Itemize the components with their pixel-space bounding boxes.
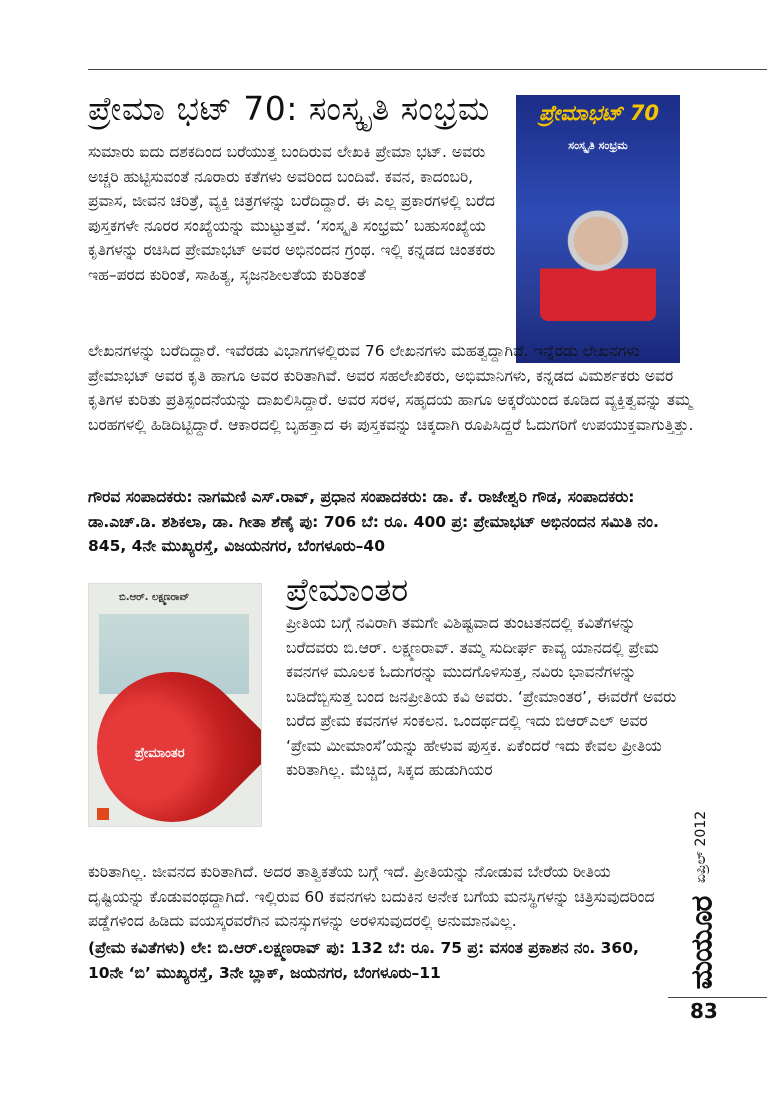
- cover-title: ಪ್ರೇಮಾಂತರ: [135, 746, 185, 761]
- article-title: ಪ್ರೇಮಾಂತರ: [286, 571, 409, 609]
- issue-date-text: ಏಪ್ರಿಲ್ 2012: [693, 810, 709, 884]
- article-paragraph: ಲೇಖನಗಳನ್ನು ಬರೆದಿದ್ದಾರೆ. ಇವೆರಡು ವಿಭಾಗಗಳಲ್ಲಿರುವ 76 ಲೇಖನಗಳು ಮಹತ್ವದ್ದಾಗಿವೆ. ಇನ್ನೆರಡು ಲೇಖನಗಳು ಪ್ರೇಮಾಭಟ್ ಅವರ ಕೃತಿ ಹಾಗೂ ಅವರ ಕುರಿತಾಗಿವೆ. ಅವರ ಸಹಲೇಖಿಕರು, ಅಭಿಮಾನಿಗಳು, ಕನ್ನಡದ ವಿಮರ್ಶಕರು ಅವರ ಕೃತಿಗಳ ಕುರಿತು ಪ್ರತಿಸ್ಪಂದನೆಯನ್ನು ದಾಖಲಿಸಿದ್ದಾರೆ. ಅವರ ಸರಳ, ಸಹೃದಯ ಹಾಗೂ ಅಕ್ಕರೆಯಿಂದ ಕೂಡಿದ ವ್ಯಕ್ತಿತ್ವವನ್ನು ತಮ್ಮ ಬರಹಗಳಲ್ಲಿ ಹಿಡಿದಿಟ್ಟಿದ್ದಾರೆ. ಆಕಾರದಲ್ಲಿ ಬೃಹತ್ತಾದ ಈ ಪುಸ್ತಕವನ್ನು ಚಿಕ್ಕದಾಗಿ ರೂಪಿಸಿದ್ದರೆ ಓದುಗರಿಗೆ ಉಪಯುಕ್ತವಾಗುತ್ತಿತ್ತು.: [88, 342, 694, 434]
- cover-author: ಬಿ.ಆರ್. ಲಕ್ಷ್ಮಣರಾವ್: [119, 592, 190, 603]
- cover-title: ಪ್ರೇಮಾಭಟ್ 70: [538, 101, 660, 125]
- book-credits: ಗೌರವ ಸಂಪಾದಕರು: ನಾಗಮಣಿ ಎಸ್.ರಾವ್, ಪ್ರಧಾನ ಸಂಪಾದಕರು: ಡಾ. ಕೆ. ರಾಜೇಶ್ವರಿ ಗೌಡ, ಸಂಪಾದಕರು: ಡಾ.ಎಚ್.ಡಿ. ಶಶಿಕಲಾ, ಡಾ. ಗೀತಾ ಶೆಣೈ ಪು: 706 ಬೆ: ರೂ. 400 ಪ್ರ: ಪ್ರೇಮಾಭಟ್ ಅಭಿನಂದನ ಸಮಿತಿ ನಂ. 845, 4ನೇ ಮುಖ್ಯರಸ್ತೆ, ವಿಜಯನಗರ, ಬೆಂಗಳೂರು–40: [88, 488, 659, 555]
- issue-date: [690, 802, 712, 892]
- book-credits: (ಪ್ರೇಮ ಕವಿತೆಗಳು) ಲೇ: ಬಿ.ಆರ್.ಲಕ್ಷ್ಮಣರಾವ್ ಪು: 132 ಬೆ: ರೂ. 75 ಪ್ರ: ವಸಂತ ಪ್ರಕಾಶನ ನಂ. 360, 10ನೇ ‘ಬಿ’ ಮುಖ್ಯರಸ್ತೆ, 3ನೇ ಬ್ಲಾಕ್, ಜಯನಗರ, ಬೆಂಗಳೂರು–11: [88, 939, 639, 982]
- cover-subtitle: ಸಂಸ್ಕೃತಿ ಸಂಭ್ರಮ: [568, 139, 628, 152]
- article-paragraph: ಸುಮಾರು ಐದು ದಶಕದಿಂದ ಬರೆಯುತ್ತ ಬಂದಿರುವ ಲೇಖಕಿ ಪ್ರೇಮಾ ಭಟ್. ಅವರು ಅಚ್ಚರಿ ಹುಟ್ಟಿಸುವಂತೆ ನೂರಾರು ಕತೆಗಳು ಅವರಿಂದ ಬಂದಿವೆ. ಕವನ, ಕಾದಂಬರಿ, ಪ್ರವಾಸ, ಜೀವನ ಚರಿತ್ರೆ, ವ್ಯಕ್ತಿ ಚಿತ್ರಗಳನ್ನು ಬರೆದಿದ್ದಾರೆ. ಈ ಎಲ್ಲ ಪ್ರಕಾರಗಳಲ್ಲಿ ಬರೆದ ಪುಸ್ತಕಗಳೇ ನೂರರ ಸಂಖ್ಯೆಯನ್ನು ಮುಟ್ಟುತ್ತವೆ. ‘ಸಂಸ್ಕೃತಿ ಸಂಭ್ರಮ’ ಬಹುಸಂಖ್ಯೆಯ ಕೃತಿಗಳನ್ನು ರಚಿಸಿದ ಪ್ರೇಮಾಭಟ್ ಅವರ ಅಭಿನಂದನ ಗ್ರಂಥ. ಇಲ್ಲಿ ಕನ್ನಡದ ಚಿಂತಕರು ಇಹ–ಪರದ ಕುರಿಂತೆ, ಸಾಹಿತ್ಯ, ಸೃಜನಶೀಲತೆಯ ಕುರಿತಂತೆ: [88, 143, 496, 284]
- magazine-logo: [680, 898, 724, 988]
- footer-rule: [668, 997, 767, 998]
- article-paragraph: ಕುರಿತಾಗಿಲ್ಲ. ಜೀವನದ ಕುರಿತಾಗಿದೆ. ಅದರ ತಾತ್ವಿಕತೆಯ ಬಗ್ಗೆ ಇದೆ. ಪ್ರೀತಿಯನ್ನು ನೋಡುವ ಬೇರೆಯ ರೀತಿಯ ದೃಷ್ಟಿಯನ್ನು ಕೊಡುವಂಥದ್ದಾಗಿದೆ. ಇಲ್ಲಿರುವ 60 ಕವನಗಳು ಬದುಕಿನ ಅನೇಕ ಬಗೆಯ ಮನಸ್ಥಿಗಳನ್ನು ಚಿತ್ರಿಸುವುದರಿಂದ ಪಡ್ಡೆಗಳಿಂದ ಹಿಡಿದು ವಯಸ್ಕರವರೆಗಿನ ಮನಸ್ಸುಗಳನ್ನು ಅರಳಿಸುವುದರಲ್ಲಿ ಅನುಮಾನವಿಲ್ಲ.: [88, 863, 655, 930]
- top-rule: [88, 69, 767, 70]
- article-paragraph: ಪ್ರೀತಿಯ ಬಗ್ಗೆ ನವಿರಾಗಿ ತಮಗೇ ವಿಶಿಷ್ಟವಾದ ತುಂಟತನದಲ್ಲಿ ಕವಿತೆಗಳನ್ನು ಬರೆದವರು ಬಿ.ಆರ್. ಲಕ್ಷ್ಮಣರಾವ್. ತಮ್ಮ ಸುದೀರ್ಘ ಕಾವ್ಯ ಯಾನದಲ್ಲಿ ಪ್ರೇಮ ಕವನಗಳ ಮೂಲಕ ಓದುಗರನ್ನು ಮುದಗೊಳಿಸುತ್ತ, ನವಿರು ಭಾವನೆಗಳನ್ನು ಬಡಿದೆಬ್ಬಿಸುತ್ತ ಬಂದ ಜನಪ್ರೀತಿಯ ಕವಿ ಅವರು. ‘ಪ್ರೇಮಾಂತರ’, ಈವರೆಗೆ ಅವರು ಬರೆದ ಪ್ರೇಮ ಕವನಗಳ ಸಂಕಲನ. ಒಂದರ್ಥದಲ್ಲಿ ಇದು ಬಿಆರ್‌ಎಲ್ ಅವರ ‘ಪ್ರೇಮ ಮೀಮಾಂಸೆ’ಯನ್ನು ಹೇಳುವ ಪುಸ್ತಕ. ಏಕೆಂದರೆ ಇದು ಕೇವಲ ಪ್ರೀತಿಯ ಕುರಿತಾಗಿಲ್ಲ. ಮೆಚ್ಚಿದ, ಸಿಕ್ಕದ ಹುಡುಗಿಯರ: [286, 614, 677, 779]
- magazine-logo-text: ಮಯೂರ: [684, 896, 720, 990]
- publisher-logo-icon: [97, 808, 109, 820]
- book-cover-image: [516, 95, 680, 363]
- page-number: 83: [690, 999, 718, 1023]
- article-title: ಪ್ರೇಮಾ ಭಟ್ 70: ಸಂಸ್ಕೃತಿ ಸಂಭ್ರಮ: [88, 89, 490, 128]
- book-cover-image: [88, 583, 262, 827]
- author-portrait: [540, 203, 656, 321]
